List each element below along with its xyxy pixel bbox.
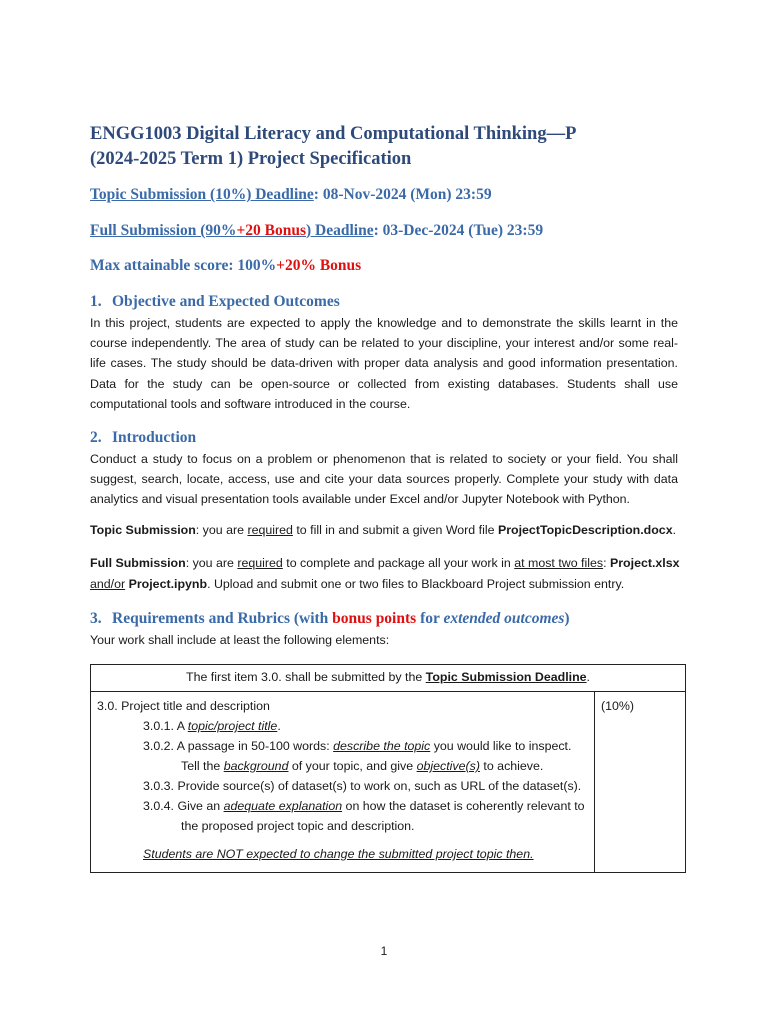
section-3-title-c: ) (564, 610, 570, 627)
full-submission-note-line-1 (90, 556, 680, 570)
subitem-3-0-1 (97, 716, 588, 736)
full-note-andor: and/or (90, 577, 126, 591)
full-deadline-link-b: ) Deadline (306, 222, 374, 239)
topic-note-a: : you are (195, 523, 248, 537)
table-header-a: The first item 3.0. shall be submitted by the (186, 670, 426, 684)
section-3-bonus-points: bonus points (332, 610, 417, 627)
topic-submission-label: Topic Submission (90, 523, 196, 537)
subitem-3-0-2-a: 3.0.2. A passage in 50-100 words: (143, 739, 334, 753)
section-2-title: Introduction (112, 429, 197, 446)
section-1-title: Objective and Expected Outcomes (112, 293, 340, 310)
full-note-required: required (237, 556, 283, 570)
table-header-cell (91, 665, 686, 692)
topic-note-file: ProjectTopicDescription.docx (497, 523, 673, 537)
full-note-file-1: Project.xlsx (609, 556, 680, 570)
section-2-body: Conduct a study to focus on a problem or phenomenon that is related to society or your field. You shall suggest, search, locate, access, use and cite your data sources properly. Complete your study with data analytics and visual presentation tools available under Excel and/or Jupyter Notebook with Python. (90, 452, 678, 507)
table-header-b: . (586, 670, 590, 684)
subitem-3-0-2-c: Tell the (181, 759, 224, 773)
subitem-3-0-2-e: to achieve. (479, 759, 544, 773)
full-note-a: : you are (185, 556, 238, 570)
subitem-3-0-1-title: topic/project title (187, 719, 278, 733)
full-submission-note-line-2 (90, 577, 624, 591)
max-score-bonus: +20% Bonus (276, 257, 362, 274)
table-header-row (91, 665, 686, 692)
subitem-3-0-2-d: of your topic, and give (288, 759, 417, 773)
subitem-3-0-1-a: 3.0.1. A (143, 719, 188, 733)
topic-note-b: to fill in and submit a given Word file (292, 523, 498, 537)
page-number: 1 (380, 944, 388, 958)
full-submission-label: Full Submission (90, 556, 186, 570)
full-deadline-date: : 03-Dec-2024 (Tue) 23:59 (373, 222, 544, 239)
section-3-title-b: for (416, 610, 444, 627)
topic-deadline-line (90, 186, 492, 204)
section-1-body: In this project, students are expected to apply the knowledge and to demonstrate the skills learnt in the course independently. The area of study can be related to your discipline, your interest and/or some real-life cases. The study should be data-driven with proper data analysis and good information presentation. Data for the study can be open-source or collected from existing databases. Students shall use computational tools and software introduced in the course. (90, 316, 678, 411)
full-note-two-files: at most two files (514, 556, 604, 570)
item-title: 3.0. Project title and description (97, 699, 270, 713)
table-header-deadline: Topic Submission Deadline (425, 670, 587, 684)
section-3-heading (90, 610, 570, 628)
full-deadline-bonus: +20 Bonus (236, 222, 307, 239)
subitem-3-0-2 (97, 736, 588, 756)
full-note-b: to complete and package all your work in (282, 556, 515, 570)
section-3-title-a: Requirements and Rubrics (with (112, 610, 333, 627)
section-2-number: 2. (90, 429, 102, 446)
document-title (90, 122, 690, 172)
topic-note-required: required (247, 523, 293, 537)
topic-note-end: . (672, 523, 677, 537)
section-1-number: 1. (90, 293, 102, 310)
table-row (91, 692, 686, 873)
section-3-intro: Your work shall include at least the following elements: (90, 633, 390, 647)
subitem-3-0-2-objectives: objective(s) (416, 759, 480, 773)
subitem-3-0-2-b: you would like to inspect. (430, 739, 572, 753)
percentage-cell: (10%) (595, 692, 686, 873)
full-deadline-link[interactable] (90, 222, 374, 239)
full-note-c: : (603, 556, 610, 570)
subitem-3-0-2-cont (97, 756, 588, 776)
full-deadline-line (90, 222, 543, 240)
subitem-3-0-3: 3.0.3. Provide source(s) of dataset(s) to work on, such as URL of the dataset(s). (143, 779, 582, 793)
requirement-cell (91, 692, 595, 873)
subitem-3-0-4-b: on how the dataset is coherently relevant to (342, 799, 585, 813)
title-line-1: ENGG1003 Digital Literacy and Computational Thinking—P (90, 124, 577, 144)
topic-deadline-link[interactable]: Topic Submission (10%) Deadline (90, 186, 314, 203)
subitem-3-0-1-b: . (277, 719, 281, 733)
topic-submission-note (90, 523, 676, 537)
subitem-3-0-4 (97, 796, 588, 816)
section-3-number: 3. (90, 610, 102, 627)
max-score-line (90, 257, 361, 275)
subitem-3-0-2-background: background (223, 759, 289, 773)
topic-change-note: Students are NOT expected to change the submitted project topic then. (143, 847, 534, 861)
section-1-heading (90, 293, 340, 311)
subitem-3-0-4-a: 3.0.4. Give an (143, 799, 224, 813)
subitem-3-0-4-cont: the proposed project topic and description. (181, 819, 415, 833)
topic-deadline-date: : 08-Nov-2024 (Mon) 23:59 (313, 186, 492, 203)
full-note-file-2: Project.ipynb (125, 577, 208, 591)
subitem-3-0-4-explanation: adequate explanation (223, 799, 343, 813)
subitem-3-0-2-describe: describe the topic (333, 739, 431, 753)
full-deadline-link-a: Full Submission (90% (90, 222, 237, 239)
max-score-text: Max attainable score: 100% (90, 257, 277, 274)
full-note-d: . Upload and submit one or two files to Blackboard Project submission entry. (207, 577, 625, 591)
requirements-table (90, 664, 686, 873)
section-2-heading (90, 429, 196, 447)
section-3-extended: extended outcomes (443, 610, 565, 627)
title-line-2: (2024-2025 Term 1) Project Specification (90, 149, 412, 169)
